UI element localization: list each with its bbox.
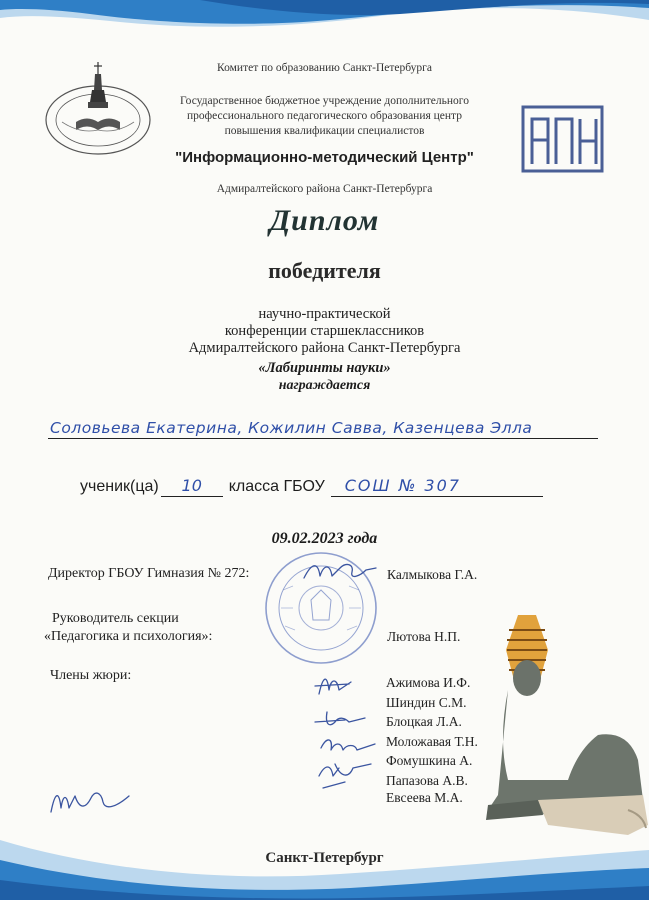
footer-city: Санкт-Петербург: [265, 850, 384, 866]
awarded-label: награждается: [278, 378, 371, 393]
student-label: ученик(ца): [80, 478, 159, 495]
diploma-subtitle: победителя: [268, 258, 381, 283]
section-label: [44, 610, 213, 646]
conference-line-3: Адмиралтейского района Санкт-Петербурга: [188, 340, 461, 356]
jury-member: Евсеева М.А.: [386, 790, 463, 805]
conference-line-1: научно-практической: [258, 306, 391, 322]
director-signature: [300, 558, 380, 588]
institution-line-3: повышения квалификации специалистов: [224, 125, 425, 137]
jury-signatures: [305, 664, 385, 804]
jury-list: [386, 673, 478, 808]
jury-member: Фомушкина А.: [386, 753, 473, 768]
jury-member: Блоцкая Л.А.: [386, 714, 462, 729]
jury-label: Члены жюри:: [50, 668, 132, 683]
grade-value: 10: [181, 476, 202, 495]
section-name: Лютова Н.П.: [387, 629, 461, 644]
section-label-line-1: Руководитель секции: [52, 611, 179, 626]
district-name: Адмиралтейского района Санкт-Петербурга: [216, 183, 433, 195]
names-underline: [48, 437, 598, 439]
center-name: "Информационно-методический Центр": [175, 149, 474, 166]
director-label: Директор ГБОУ Гимназия № 272:: [48, 566, 250, 581]
school-field: [331, 476, 543, 497]
conference-description: [0, 306, 649, 357]
recipient-names: Соловьева Екатерина, Кожилин Савва, Казенцева Элла: [50, 419, 533, 437]
jury-member: Папазова А.В.: [386, 772, 468, 788]
grade-field: [161, 476, 223, 497]
award-date: 09.02.2023 года: [271, 530, 378, 547]
section-label-line-2: «Педагогика и психология»:: [44, 629, 213, 644]
jury-member: Ажимова И.Ф.: [386, 675, 471, 690]
committee-name: Комитет по образованию Санкт-Петербурга: [217, 62, 432, 74]
institution-name: [0, 94, 649, 139]
jury-member: Моложавая Т.Н.: [386, 733, 478, 749]
school-value: СОШ № 307: [344, 476, 461, 495]
institution-line-2: профессионального педагогического образования центр: [187, 110, 462, 122]
institution-line-1: Государственное бюджетное учреждение дополнительного: [180, 95, 469, 107]
conference-name: «Лабиринты науки»: [258, 360, 391, 376]
jury-member: Шиндин С.М.: [386, 694, 467, 710]
director-name: Калмыкова Г.А.: [387, 567, 478, 582]
conference-line-2: конференции старшеклассников: [224, 323, 425, 339]
diploma-title: Диплом: [269, 204, 380, 237]
class-label: класса ГБОУ: [228, 478, 325, 495]
student-row: [80, 476, 543, 497]
